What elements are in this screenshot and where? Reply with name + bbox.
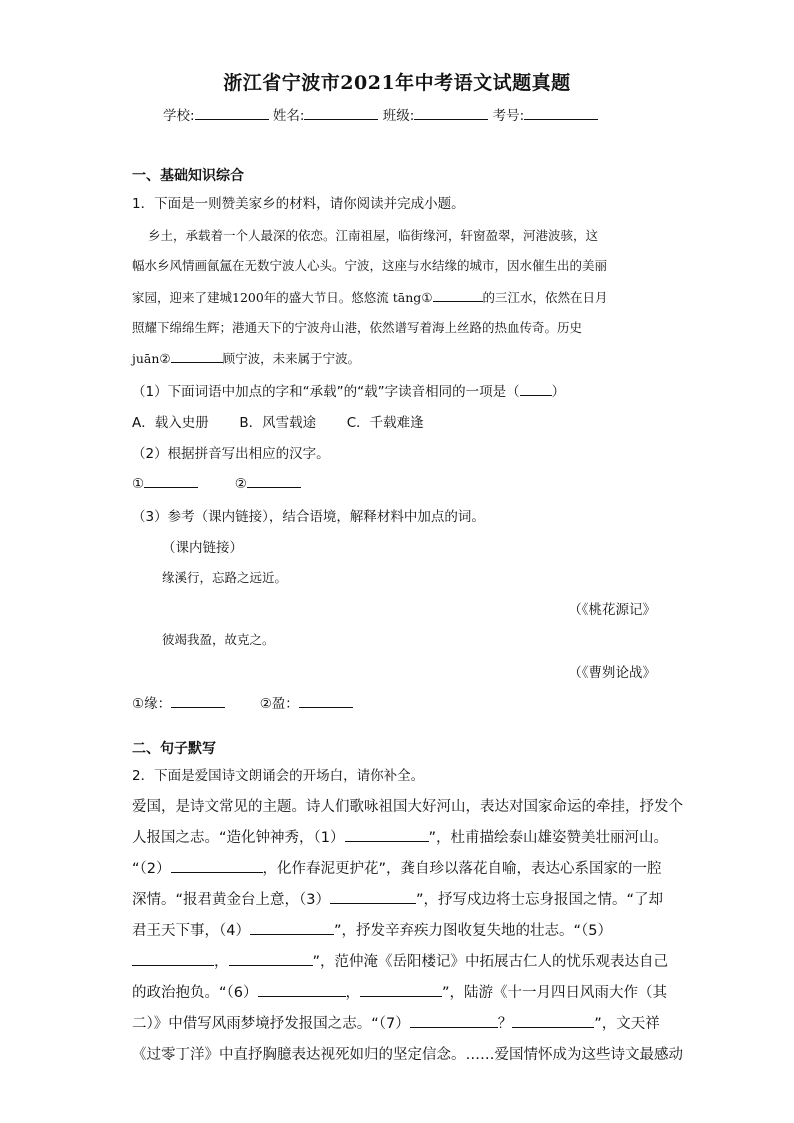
pinyin-blank-1[interactable] bbox=[433, 287, 483, 302]
sub-question-2-answers bbox=[132, 473, 301, 492]
passage-line-1: 乡土，承载着一个人最深的依恋。江南祖屋，临街缘河，轩窗盈翠，河港波骇，这 bbox=[148, 228, 599, 243]
answer-blank-yuan[interactable] bbox=[171, 693, 225, 708]
passage-line-5-text: juān② bbox=[132, 351, 171, 366]
passage-line-3 bbox=[132, 287, 608, 306]
link-label: （课内链接） bbox=[162, 540, 243, 556]
name-field[interactable] bbox=[304, 105, 378, 120]
option-c[interactable]: C．千载难逢 bbox=[346, 415, 424, 431]
poem-line-8 bbox=[132, 1012, 660, 1033]
student-info-row bbox=[163, 104, 598, 124]
poem-line-5 bbox=[132, 919, 612, 940]
passage-line-4: 照耀下绵绵生辉；港通天下的宁波舟山港，依然谱写着海上丝路的热血传奇。历史 bbox=[132, 320, 583, 335]
sub-question-3-answers bbox=[132, 692, 353, 712]
poem-line-2-tail: ”，杜甫描绘泰山雄姿赞美壮丽河山。 bbox=[428, 830, 669, 846]
poem-line-3 bbox=[132, 857, 662, 878]
source-1: （《桃花源记》 bbox=[568, 602, 656, 618]
answer-mark-1: ① bbox=[132, 476, 145, 492]
blank-6a[interactable] bbox=[258, 982, 346, 997]
poem-line-1: 爱国，是诗文常见的主题。诗人们歌咏祖国大好河山，表达对国家命运的牵挂，抒发个 bbox=[132, 799, 683, 815]
blank-2[interactable] bbox=[171, 858, 263, 873]
poem-line-6-tail: ”，范仲淹《岳阳楼记》中拓展古仁人的忧乐观表达自己 bbox=[312, 954, 669, 970]
blank-1[interactable] bbox=[345, 827, 429, 842]
sub-question-1 bbox=[132, 380, 565, 400]
passage-line-5 bbox=[132, 348, 360, 367]
poem-line-3-tail: ，化作春泥更护花”，龚自珍以落花自喻，表达心系国家的一腔 bbox=[262, 861, 662, 877]
poem-line-8-tail: ”，文天祥 bbox=[594, 1016, 660, 1032]
answer-blank-2[interactable] bbox=[247, 473, 301, 488]
pinyin-blank-2[interactable] bbox=[171, 348, 223, 363]
class-field[interactable] bbox=[414, 105, 488, 120]
poem-line-7-comma: ， bbox=[345, 985, 360, 1001]
exam-no-field[interactable] bbox=[524, 105, 598, 120]
sub-question-1-close: ） bbox=[551, 384, 566, 400]
blank-3[interactable] bbox=[330, 889, 416, 904]
blank-5b[interactable] bbox=[229, 951, 313, 966]
section-heading-2: 二、句子默写 bbox=[132, 741, 216, 757]
quote-2: 彼竭我盈，故克之。 bbox=[162, 632, 275, 647]
poem-line-7-tail: ”，陆游《十一月四日风雨大作（其 bbox=[442, 985, 668, 1001]
exam-no-label: 考号: bbox=[492, 108, 525, 124]
passage-line-3-tail: 的三江水，依然在日月 bbox=[482, 290, 608, 305]
poem-line-6 bbox=[132, 950, 668, 971]
school-label: 学校: bbox=[163, 108, 195, 124]
passage-line-2: 幅水乡风情画氤氲在无数宁波人心头。宁波，这座与水结缘的城市，因水催生出的美丽 bbox=[132, 258, 608, 273]
poem-line-4 bbox=[132, 888, 663, 909]
poem-line-4-text: 深情。“报君黄金台上意，（3） bbox=[132, 892, 330, 908]
sub-question-2: （2）根据拼音写出相应的汉字。 bbox=[132, 446, 330, 462]
class-label: 班级: bbox=[382, 108, 415, 124]
answer-mark-2: ② bbox=[234, 476, 247, 492]
poem-line-3-text: “（2） bbox=[132, 861, 171, 877]
poem-line-6-comma: ， bbox=[214, 954, 229, 970]
sub-question-1-text: （1）下面词语中加点的字和“承载”的“载”字读音相同的一项是（ bbox=[132, 384, 520, 400]
school-field[interactable] bbox=[195, 105, 269, 120]
passage-line-3-text: 家园，迎来了建城1200年的盛大节日。悠悠流 tāng① bbox=[132, 290, 433, 305]
blank-5a[interactable] bbox=[132, 951, 214, 966]
option-row bbox=[132, 411, 424, 431]
option-b[interactable]: B．风雪载途 bbox=[239, 415, 317, 431]
blank-4[interactable] bbox=[250, 920, 334, 935]
source-2: （《曹刿论战》 bbox=[568, 665, 656, 681]
name-label: 姓名: bbox=[272, 108, 305, 124]
blank-7a[interactable] bbox=[410, 1013, 498, 1028]
poem-line-5-text: 君王天下事，（4） bbox=[132, 923, 250, 939]
section-heading-1: 一、基础知识综合 bbox=[132, 168, 244, 184]
answer-mark-yuan: ①缘： bbox=[132, 696, 172, 712]
sub-question-3: （3）参考（课内链接），结合语境，解释材料中加点的词。 bbox=[132, 509, 485, 525]
option-a[interactable]: A．载入史册 bbox=[132, 415, 209, 431]
poem-line-8-text: 二）》中借写风雨梦境抒发报国之志。“（7） bbox=[132, 1016, 410, 1032]
poem-line-8-question: ？ bbox=[497, 1016, 513, 1032]
answer-mark-ying: ②盈： bbox=[259, 696, 299, 712]
blank-7b[interactable] bbox=[512, 1013, 594, 1028]
poem-line-7 bbox=[132, 981, 667, 1002]
answer-blank-ying[interactable] bbox=[299, 693, 353, 708]
blank-6b[interactable] bbox=[360, 982, 442, 997]
passage-line-5-tail: 顾宁波，未来属于宁波。 bbox=[222, 351, 361, 366]
answer-blank-1[interactable] bbox=[144, 473, 198, 488]
sub-question-1-blank[interactable] bbox=[520, 381, 552, 396]
poem-line-7-text: 的政治抱负。“（6） bbox=[132, 985, 258, 1001]
question-1-intro: 1．下面是一则赞美家乡的材料，请你阅读并完成小题。 bbox=[132, 196, 465, 212]
page-title: 浙江省宁波市2021年中考语文试题真题 bbox=[223, 72, 571, 94]
poem-line-9: 《过零丁洋》中直抒胸臆表达视死如归的坚定信念。……爱国情怀成为这些诗文最感动 bbox=[132, 1047, 683, 1063]
poem-line-2-text: 人报国之志。“造化钟神秀，（1） bbox=[132, 830, 345, 846]
quote-1: 缘溪行，忘路之远近。 bbox=[162, 570, 288, 585]
poem-line-2 bbox=[132, 826, 668, 847]
poem-line-4-tail: ”，抒写戍边将士忘身报国之情。“了却 bbox=[416, 892, 664, 908]
poem-line-5-tail: ”，抒发辛弃疾力图收复失地的壮志。“（5） bbox=[333, 923, 612, 939]
question-2-intro: 2．下面是爱国诗文朗诵会的开场白，请你补全。 bbox=[132, 768, 425, 784]
